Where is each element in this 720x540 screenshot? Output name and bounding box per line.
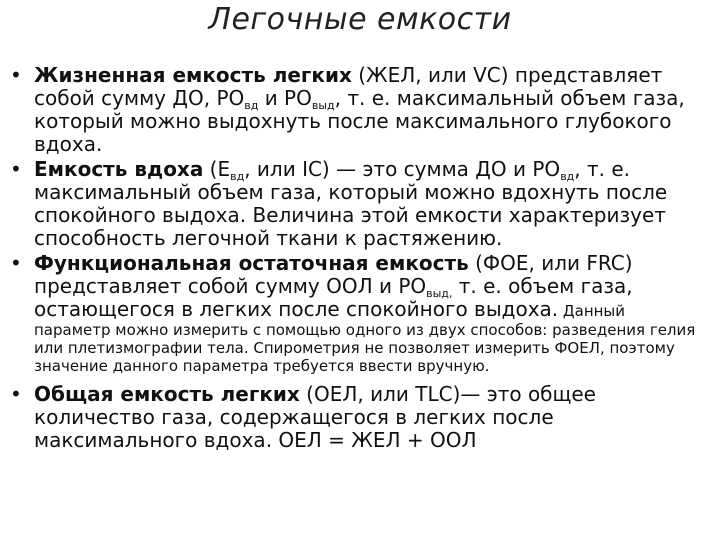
bullet-icon: •	[10, 63, 22, 87]
definition-text: т. е. объем газа, остающегося в легких после спокойного выдоха.	[34, 274, 633, 321]
definition-text: (ЖЕЛ, или VC) представляет собой сумму ДО, РО	[34, 63, 663, 110]
bullet-icon: •	[10, 157, 22, 181]
note-lead-text: Данный	[558, 302, 626, 320]
definition-text: (ФОЕ, или FRC) представляет собой сумму ООЛ и РО	[34, 251, 633, 298]
definition-text: , т. е. максимальный объем газа, который можно выдохнуть после максимального глубокого вдоха.	[34, 86, 685, 156]
bullet-icon: •	[10, 251, 22, 275]
subscript: вд	[560, 170, 575, 183]
list-item-inspiratory-capacity	[0, 158, 712, 250]
subscript: вд	[244, 99, 259, 112]
list-item-functional-residual-capacity	[0, 252, 712, 375]
term: Жизненная емкость легких	[34, 63, 352, 87]
definition-text: и РО	[258, 86, 312, 110]
definition-text: , т. е. максимальный объем газа, который можно вдохнуть после спокойного выдоха. Величина этой емкости характеризует способность легочной ткани к растяжению.	[34, 157, 668, 250]
bullet-icon: •	[10, 382, 22, 406]
subscript: вд	[230, 170, 245, 183]
term: Емкость вдоха	[34, 157, 204, 181]
definition-text: (Е	[203, 157, 231, 181]
subscript: выд,	[426, 287, 453, 300]
term: Общая емкость легких	[34, 382, 300, 406]
note-text: параметр можно измерить с помощью одного из двух способов: разведения гелия или плетизмографии тела. Спирометрия не позволяет измерить ФОЕЛ, поэтому значение данного параметра требуется ввести вручную.	[34, 321, 696, 375]
subscript: выд	[311, 99, 335, 112]
definition-text: (ОЕЛ, или TLC)— это общее количество газа, содержащегося в легких после максимального вдоха. ОЕЛ = ЖЕЛ + ООЛ	[34, 382, 596, 452]
term: Функциональная остаточная емкость	[34, 251, 469, 275]
list-item-total-lung-capacity	[0, 383, 712, 452]
list-item-vital-capacity	[0, 64, 712, 156]
definition-text: , или IC) — это сумма ДО и РО	[244, 157, 561, 181]
bullet-list	[0, 64, 712, 454]
slide-title: Легочные емкости	[208, 2, 512, 37]
